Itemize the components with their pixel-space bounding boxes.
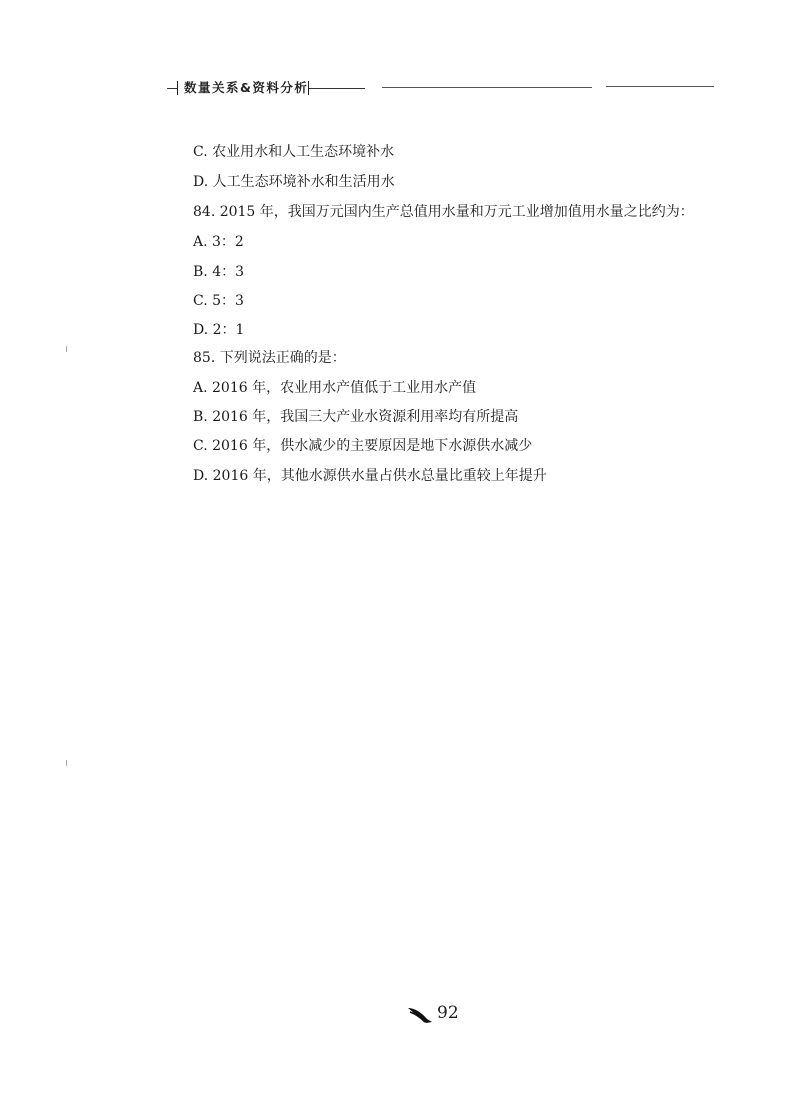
option-85-d: D. 2016 年，其他水源供水量占供水总量比重较上年提升 bbox=[193, 468, 547, 484]
option-84-d: D. 2：1 bbox=[193, 322, 245, 338]
option-83-d: D. 人工生态环境补水和生活用水 bbox=[193, 174, 395, 190]
page-number: 92 bbox=[437, 1003, 459, 1023]
quill-pen-icon bbox=[407, 1005, 433, 1029]
option-85-a: A. 2016 年，农业用水产值低于工业用水产值 bbox=[193, 380, 477, 396]
question-84: 84. 2015 年，我国万元国内生产总值用水量和万元工业增加值用水量之比约为： bbox=[193, 204, 694, 220]
option-84-a: A. 3：2 bbox=[193, 234, 244, 250]
option-84-c: C. 5：3 bbox=[193, 293, 244, 309]
scan-mark bbox=[66, 760, 67, 766]
option-84-b: B. 4：3 bbox=[193, 264, 245, 280]
header-bar-left bbox=[177, 81, 178, 95]
header-rule-right-2 bbox=[382, 87, 592, 88]
option-83-c: C. 农业用水和人工生态环境补水 bbox=[193, 144, 395, 160]
scan-mark bbox=[66, 346, 67, 352]
header-title: 数量关系&资料分析 bbox=[184, 80, 309, 95]
option-85-b: B. 2016 年，我国三大产业水资源利用率均有所提高 bbox=[193, 409, 519, 425]
question-85: 85. 下列说法正确的是： bbox=[193, 350, 346, 366]
page-header bbox=[0, 0, 800, 110]
header-rule-left bbox=[167, 88, 177, 89]
header-rule-right-3 bbox=[606, 86, 714, 87]
header-rule-right-1 bbox=[309, 88, 365, 89]
option-85-c: C. 2016 年，供水减少的主要原因是地下水源供水减少 bbox=[193, 438, 533, 454]
